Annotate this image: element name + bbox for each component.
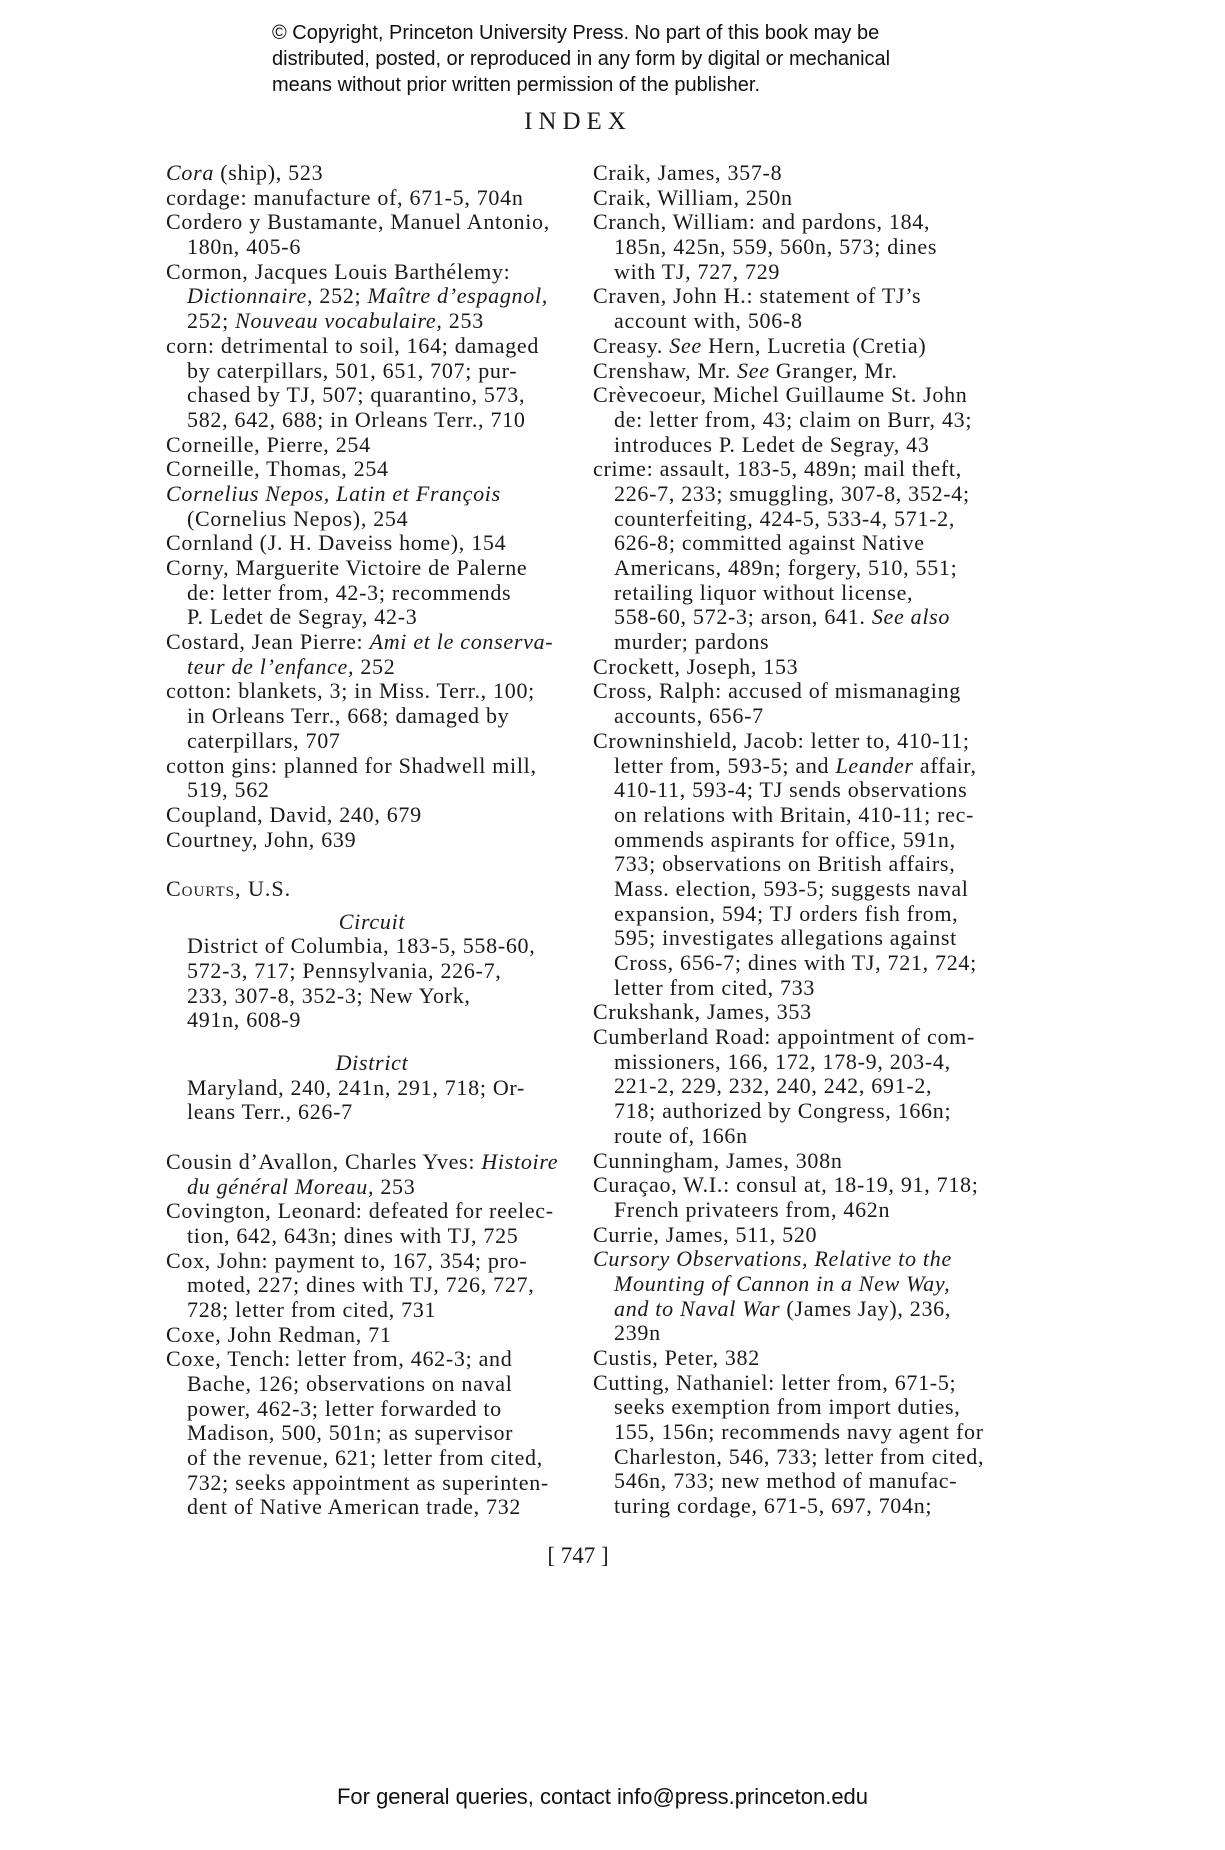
line-text: letter from cited, 733	[614, 974, 816, 1000]
line-text: letter from, 593-5; and	[614, 752, 836, 778]
italic-text: See	[669, 332, 702, 358]
index-entry	[166, 828, 578, 853]
line-text: 410-11, 593-4; TJ sends observations	[614, 777, 968, 803]
index-entry	[593, 679, 1013, 728]
line-text: 732; seeks appointment as superinten-	[187, 1469, 549, 1495]
index-line	[166, 457, 578, 482]
index-line	[593, 186, 1013, 211]
index-line	[593, 1074, 1013, 1099]
line-text: affair,	[913, 752, 977, 778]
index-line	[593, 1173, 1013, 1198]
index-line	[593, 161, 1013, 186]
line-text: Craven, John H.: statement of TJ’s	[593, 283, 922, 309]
index-line	[593, 1000, 1013, 1025]
index-line	[593, 605, 1013, 630]
line-text: 491n, 608-9	[187, 1007, 302, 1033]
line-text: Custis, Peter, 382	[593, 1345, 760, 1370]
index-line	[166, 284, 578, 309]
index-line	[593, 679, 1013, 704]
index-line	[593, 1395, 1013, 1420]
line-text: Granger, Mr.	[769, 357, 898, 383]
line-text: Americans, 489n; forgery, 510, 551;	[614, 555, 958, 580]
index-entry	[593, 1149, 1013, 1174]
line-text: Cross, Ralph: accused of mismanaging	[593, 678, 961, 704]
index-line	[166, 383, 578, 408]
index-line	[593, 926, 1013, 951]
index-line	[593, 556, 1013, 581]
line-text: French privateers from, 462n	[614, 1196, 891, 1222]
index-line	[593, 408, 1013, 433]
line-text: 252;	[313, 283, 368, 309]
index-entry	[593, 210, 1013, 284]
line-text: Madison, 500, 501n; as supervisor	[187, 1420, 514, 1446]
index-line	[593, 1420, 1013, 1445]
line-text: Covington, Leonard: defeated for reelec-	[166, 1198, 554, 1224]
index-line	[166, 359, 578, 384]
line-text: 253	[374, 1173, 416, 1199]
subsection	[166, 1051, 578, 1125]
line-text: in Orleans Terr., 668; damaged by	[187, 703, 510, 729]
index-line	[166, 433, 578, 458]
index-line	[593, 803, 1013, 828]
italic-text: Dictionnaire,	[187, 283, 314, 309]
index-line	[166, 1397, 578, 1422]
line-text: Crowninshield, Jacob: letter to, 410-11;	[593, 727, 970, 753]
italic-text: Nouveau vocabulaire,	[235, 308, 443, 334]
index-line	[593, 457, 1013, 482]
index-line	[593, 1346, 1013, 1371]
index-line	[166, 309, 578, 334]
index-entry	[166, 433, 578, 458]
index-entry	[593, 457, 1013, 655]
line-text: 252;	[187, 308, 236, 334]
index-entry	[593, 1000, 1013, 1025]
index-line	[593, 260, 1013, 285]
index-line	[593, 1198, 1013, 1223]
italic-text: Cornelius Nepos, Latin et François	[166, 480, 501, 506]
index-entry	[166, 334, 578, 433]
line-text: 572-3, 717; Pennsylvania, 226-7,	[187, 958, 502, 983]
line-text: 626-8; committed against Native	[614, 530, 925, 556]
line-text: Coxe, John Redman, 71	[166, 1321, 392, 1347]
line-text: Cornland (J. H. Daveiss home), 154	[166, 530, 507, 556]
line-text: 728; letter from cited, 731	[187, 1296, 437, 1322]
page-title: INDEX	[524, 108, 632, 135]
index-line	[166, 605, 578, 630]
index-entry	[166, 161, 578, 186]
line-text: 733; observations on British affairs,	[614, 851, 956, 877]
line-text: Corneille, Pierre, 254	[166, 431, 371, 457]
index-entry	[593, 1247, 1013, 1346]
line-text: accounts, 656-7	[614, 703, 764, 729]
index-entry	[166, 531, 578, 556]
index-line	[593, 334, 1013, 359]
line-text: Creasy.	[593, 332, 670, 358]
index-entry	[593, 1346, 1013, 1371]
index-line	[166, 556, 578, 581]
index-line	[593, 976, 1013, 1001]
index-line	[593, 828, 1013, 853]
line-text: Courtney, John, 639	[166, 826, 357, 852]
line-text: caterpillars, 707	[187, 727, 341, 753]
index-line	[593, 852, 1013, 877]
italic-text: and to Naval War	[614, 1295, 781, 1321]
index-line	[593, 902, 1013, 927]
index-line	[166, 778, 578, 803]
line-text: Cross, 656-7; dines with TJ, 721, 724;	[614, 950, 977, 975]
index-line	[593, 778, 1013, 803]
index-entry	[166, 1199, 578, 1248]
italic-text: teur de l’enfance,	[187, 653, 355, 679]
copyright-line: © Copyright, Princeton University Press. No part of this book may be	[272, 22, 880, 44]
index-entry	[593, 334, 1013, 359]
line-text: cotton gins: planned for Shadwell mill,	[166, 752, 537, 778]
line-text: (ship), 523	[214, 160, 324, 185]
index-entry	[593, 655, 1013, 680]
line-text: murder; pardons	[614, 629, 770, 655]
index-line	[166, 1273, 578, 1298]
line-text: Curaçao, W.I.: consul at, 18-19, 91, 718;	[593, 1172, 979, 1198]
line-text: moted, 227; dines with TJ, 726, 727,	[187, 1272, 535, 1298]
index-line	[593, 581, 1013, 606]
index-entry	[166, 1347, 578, 1520]
line-text: 253	[442, 308, 484, 334]
index-entry	[166, 482, 578, 531]
line-text: on relations with Britain, 410-11; rec-	[614, 801, 975, 827]
index-line	[166, 482, 578, 507]
line-text: tion, 642, 643n; dines with TJ, 725	[187, 1222, 519, 1248]
index-line	[593, 951, 1013, 976]
copyright-line: means without prior written permission of the publisher.	[272, 74, 761, 96]
line-text: corn: detrimental to soil, 164; damaged	[166, 332, 540, 358]
line-text: Corny, Marguerite Victoire de Palerne	[166, 555, 528, 580]
index-entry	[166, 457, 578, 482]
index-line	[166, 959, 578, 984]
subsection-heading: District	[335, 1050, 409, 1076]
line-text: Craik, James, 357-8	[593, 160, 783, 185]
index-line	[593, 1247, 1013, 1272]
index-line	[593, 704, 1013, 729]
index-line	[166, 1446, 578, 1471]
italic-text: Histoire	[481, 1148, 559, 1174]
index-entry	[593, 186, 1013, 211]
contact-footer: For general queries, contact info@press.princeton.edu	[336, 1784, 869, 1809]
italic-text: du général Moreau,	[187, 1173, 375, 1199]
line-text: cotton: blankets, 3; in Miss. Terr., 100;	[166, 678, 535, 704]
index-line	[166, 1323, 578, 1348]
line-text: Crèvecoeur, Michel Guillaume St. John	[593, 382, 968, 408]
index-line	[166, 531, 578, 556]
line-text: Crukshank, James, 353	[593, 999, 812, 1025]
line-text: Cumberland Road: appointment of com-	[593, 1024, 976, 1050]
index-entry	[593, 729, 1013, 1001]
line-text: Crockett, Joseph, 153	[593, 653, 799, 679]
index-line	[593, 1025, 1013, 1050]
index-line	[593, 507, 1013, 532]
italic-text: Maître d’espagnol,	[367, 283, 548, 309]
index-line	[593, 210, 1013, 235]
index-entry	[166, 630, 578, 679]
index-line	[166, 1471, 578, 1496]
index-column-right	[593, 161, 1013, 1519]
line-text: 185n, 425n, 559, 560n, 573; dines	[614, 234, 938, 260]
line-text: Hern, Lucretia (Cretia)	[701, 332, 927, 358]
index-line	[166, 1150, 578, 1175]
subsection	[166, 910, 578, 1033]
index-line	[166, 1421, 578, 1446]
line-text: expansion, 594; TJ orders fish from,	[614, 900, 959, 926]
line-text: Costard, Jean Pierre:	[166, 629, 370, 655]
index-line	[166, 1100, 578, 1125]
line-text: leans Terr., 626-7	[187, 1099, 353, 1125]
index-line	[166, 408, 578, 433]
line-text: by caterpillars, 501, 651, 707; pur-	[187, 357, 518, 383]
index-line	[166, 1249, 578, 1274]
line-text: Coupland, David, 240, 679	[166, 801, 422, 827]
index-entry	[593, 1173, 1013, 1222]
index-entry	[593, 284, 1013, 333]
line-text: de: letter from, 43; claim on Burr, 43;	[614, 406, 973, 432]
line-text: 226-7, 233; smuggling, 307-8, 352-4;	[614, 480, 970, 506]
line-text: crime: assault, 183-5, 489n; mail theft,	[593, 456, 962, 482]
index-line	[166, 1199, 578, 1224]
index-line	[593, 309, 1013, 334]
index-line	[166, 1372, 578, 1397]
line-text: Corneille, Thomas, 254	[166, 456, 389, 482]
index-line	[166, 803, 578, 828]
index-line	[593, 531, 1013, 556]
copyright-line: distributed, posted, or reproduced in any form by digital or mechanical	[272, 48, 891, 70]
index-line	[593, 1149, 1013, 1174]
italic-text: Leander	[835, 752, 914, 778]
index-line	[166, 1175, 578, 1200]
line-text: turing cordage, 671-5, 697, 704n;	[614, 1493, 933, 1519]
line-text: ommends aspirants for office, 591n,	[614, 826, 956, 852]
italic-text: Ami et le conserva-	[369, 629, 554, 655]
line-text: chased by TJ, 507; quarantino, 573,	[187, 382, 526, 408]
index-line	[593, 482, 1013, 507]
index-line	[166, 679, 578, 704]
index-line	[166, 828, 578, 853]
index-entry	[593, 1223, 1013, 1248]
line-text: 155, 156n; recommends navy agent for	[614, 1419, 984, 1445]
line-text: 582, 642, 688; in Orleans Terr., 710	[187, 406, 526, 432]
index-line	[593, 1321, 1013, 1346]
line-text: Craik, William, 250n	[593, 184, 793, 210]
line-text: Crenshaw, Mr.	[593, 357, 738, 383]
line-text: 239n	[614, 1320, 661, 1346]
index-entry	[593, 1371, 1013, 1519]
line-text: P. Ledet de Segray, 42-3	[187, 604, 418, 630]
index-line	[166, 581, 578, 606]
line-text: de: letter from, 42-3; recommends	[187, 579, 512, 605]
index-line	[593, 655, 1013, 680]
line-text: counterfeiting, 424-5, 533-4, 571-2,	[614, 505, 956, 531]
index-line	[593, 433, 1013, 458]
line-text: 546n, 733; new method of manufac-	[614, 1468, 958, 1494]
line-text: cordage: manufacture of, 671-5, 704n	[166, 184, 524, 210]
index-entry	[593, 383, 1013, 457]
line-text: (James Jay), 236,	[780, 1295, 952, 1321]
line-text: Cranch, William: and pardons, 184,	[593, 209, 931, 235]
index-line	[166, 1495, 578, 1520]
line-text: 519, 562	[187, 777, 270, 803]
line-text: Maryland, 240, 241n, 291, 718; Or-	[187, 1074, 526, 1100]
index-line	[166, 186, 578, 211]
index-entry	[166, 186, 578, 211]
index-line	[166, 934, 578, 959]
line-text: Cordero y Bustamante, Manuel Antonio,	[166, 209, 550, 235]
line-text: 718; authorized by Congress, 166n;	[614, 1098, 952, 1124]
line-text: Bache, 126; observations on naval	[187, 1371, 513, 1396]
italic-text: Cora	[166, 160, 215, 185]
index-entry	[166, 260, 578, 334]
index-line	[166, 704, 578, 729]
index-entry	[166, 1323, 578, 1348]
index-line	[166, 161, 578, 186]
italic-text: Cursory Observations, Relative to the	[593, 1246, 952, 1272]
page-number: [ 747 ]	[547, 1543, 609, 1568]
index-entry	[166, 679, 578, 753]
line-text: 558-60, 572-3; arson, 641.	[614, 604, 872, 630]
index-entry	[166, 803, 578, 828]
index-line	[593, 877, 1013, 902]
index-line	[593, 383, 1013, 408]
line-text: (Cornelius Nepos), 254	[187, 505, 409, 531]
index-entry	[593, 359, 1013, 384]
index-line	[593, 1272, 1013, 1297]
italic-text: Mounting of Cannon in a New Way,	[614, 1270, 951, 1296]
index-line	[166, 729, 578, 754]
index-entry	[166, 1150, 578, 1199]
index-line	[166, 334, 578, 359]
index-section	[166, 877, 578, 1125]
index-line	[593, 1494, 1013, 1519]
line-text: Cunningham, James, 308n	[593, 1147, 843, 1173]
index-line	[166, 1224, 578, 1249]
line-text: with TJ, 727, 729	[614, 258, 781, 284]
line-text: Coxe, Tench: letter from, 462-3; and	[166, 1346, 513, 1372]
index-line	[166, 655, 578, 680]
index-line	[166, 260, 578, 285]
line-text: seeks exemption from import duties,	[614, 1394, 961, 1420]
index-line	[593, 1469, 1013, 1494]
index-line	[593, 1050, 1013, 1075]
index-line	[593, 284, 1013, 309]
line-text: Currie, James, 511, 520	[593, 1221, 818, 1247]
index-line	[593, 1297, 1013, 1322]
line-text: Cormon, Jacques Louis Barthélemy:	[166, 258, 511, 284]
index-line	[593, 630, 1013, 655]
line-text: dent of Native American trade, 732	[187, 1494, 522, 1520]
line-text: retailing liquor without license,	[614, 579, 914, 605]
line-text: Cousin d’Avallon, Charles Yves:	[166, 1148, 482, 1174]
subsection-heading: Circuit	[338, 908, 406, 934]
line-text: account with, 506-8	[614, 308, 803, 334]
index-column-left	[166, 161, 578, 1520]
index-line	[166, 507, 578, 532]
line-text: power, 462-3; letter forwarded to	[187, 1395, 502, 1421]
index-line	[166, 984, 578, 1009]
line-text: 252	[354, 653, 396, 679]
index-line	[593, 1371, 1013, 1396]
index-line	[593, 359, 1013, 384]
line-text: District of Columbia, 183-5, 558-60,	[187, 933, 536, 959]
section-heading: Courts, U.S.	[166, 875, 292, 901]
line-text: route of, 166n	[614, 1122, 748, 1148]
index-entry	[593, 1025, 1013, 1148]
index-line	[593, 1124, 1013, 1149]
line-text: Charleston, 546, 733; letter from cited,	[614, 1443, 985, 1469]
line-text: missioners, 166, 172, 178-9, 203-4,	[614, 1048, 951, 1074]
copyright-notice	[272, 20, 890, 98]
index-line	[166, 630, 578, 655]
index-line	[166, 1347, 578, 1372]
index-entry	[166, 754, 578, 803]
index-line	[166, 235, 578, 260]
line-text: of the revenue, 621; letter from cited,	[187, 1445, 543, 1471]
index-line	[166, 210, 578, 235]
index-line	[593, 235, 1013, 260]
line-text: 595; investigates allegations against	[614, 925, 957, 951]
line-text: 180n, 405-6	[187, 234, 302, 260]
line-text: 221-2, 229, 232, 240, 242, 691-2,	[614, 1073, 933, 1099]
index-entry	[166, 556, 578, 630]
italic-text: See	[737, 357, 770, 383]
index-line	[593, 754, 1013, 779]
line-text: Mass. election, 593-5; suggests naval	[614, 875, 969, 901]
index-line	[593, 729, 1013, 754]
italic-text: See also	[871, 604, 951, 630]
index-line	[593, 1099, 1013, 1124]
index-line	[166, 1076, 578, 1101]
index-entry	[166, 1249, 578, 1323]
line-text: Cutting, Nathaniel: letter from, 671-5;	[593, 1369, 957, 1395]
index-line	[166, 1008, 578, 1033]
index-entry	[166, 210, 578, 259]
index-line	[593, 1445, 1013, 1470]
index-entry	[593, 161, 1013, 186]
index-line	[166, 754, 578, 779]
index-line	[166, 1298, 578, 1323]
index-line	[593, 1223, 1013, 1248]
line-text: 233, 307-8, 352-3; New York,	[187, 982, 471, 1008]
line-text: Cox, John: payment to, 167, 354; pro-	[166, 1247, 528, 1273]
line-text: introduces P. Ledet de Segray, 43	[614, 431, 930, 457]
